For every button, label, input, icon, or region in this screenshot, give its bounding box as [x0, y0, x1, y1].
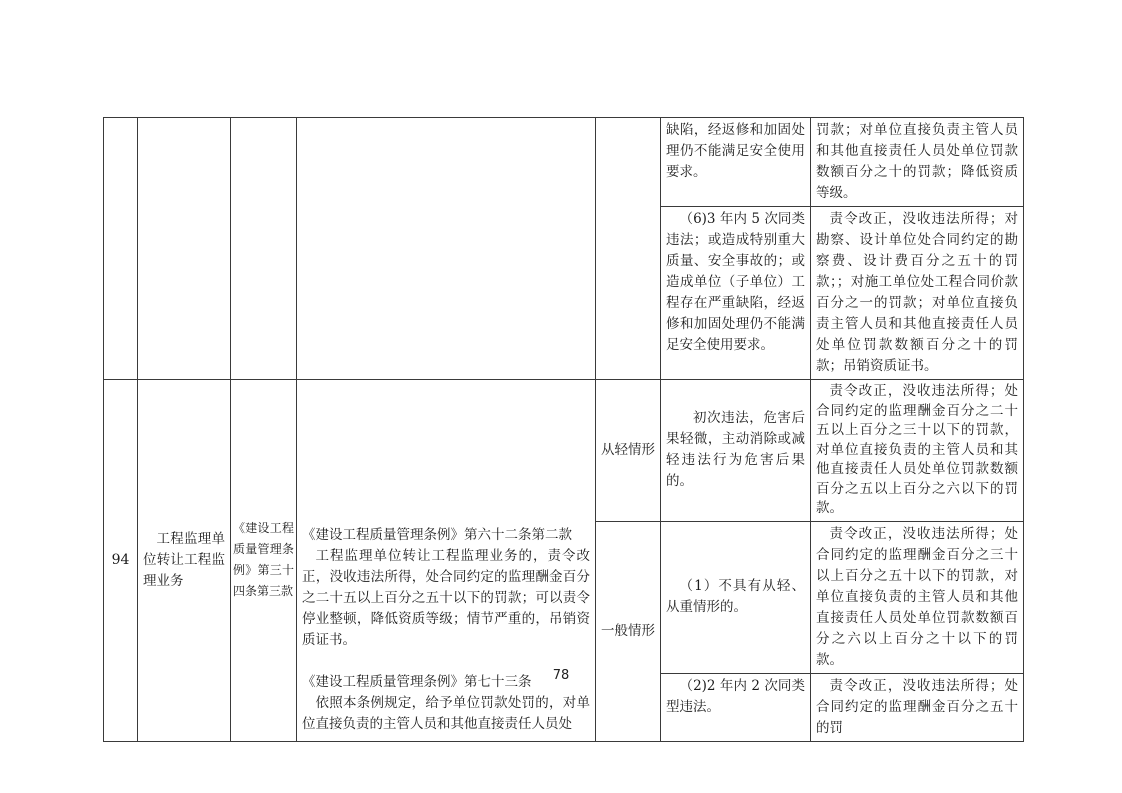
item-name-cell — [138, 380, 231, 742]
table-row — [104, 380, 1024, 522]
circumstance-type-cell-lenient: 从轻情形 — [596, 380, 661, 522]
serial-cell-empty — [104, 118, 138, 380]
table-row — [104, 118, 1024, 207]
circumstance-text: （2)2 年内 2 次同类型违法。 — [666, 677, 805, 715]
penalty-basis-cell-empty — [297, 118, 596, 380]
circumstance-cell — [661, 207, 811, 380]
page-number: 78 — [552, 668, 570, 683]
penalty-text: 责令改正，没收违法所得；对勘察、设计单位处合同约定的勘察费、设计费百分之五十的罚款；；对施工单位处工程合同价款百分之一的罚款；对单位直接负责主管人员和其他直接责任人员处单位罚款数额百分之十的罚款；吊销资质证书。 — [816, 211, 1018, 374]
legal-basis-text: 《建设工程质量管理条例》第三十四条第三款 — [233, 521, 294, 599]
circumstance-cell — [661, 521, 811, 673]
circumstance-cell — [661, 118, 811, 207]
serial-cell: 94 — [104, 380, 138, 742]
penalty-cell — [811, 118, 1024, 207]
legal-basis-cell — [231, 380, 297, 742]
penalty-basis-title-1: 《建设工程质量管理条例》第六十二条第二款 — [302, 526, 572, 543]
penalty-cell — [811, 521, 1024, 673]
penalty-cell — [811, 380, 1024, 522]
penalty-basis-cell — [297, 380, 596, 742]
penalty-cell — [811, 673, 1024, 741]
penalty-basis-title-2: 《建设工程质量管理条例》第七十三条 — [302, 673, 532, 690]
circumstance-cell — [661, 380, 811, 522]
circumstance-text: 缺陷，经返修和加固处理仍不能满足安全使用要求。 — [666, 122, 805, 180]
penalty-text: 责令改正，没收违法所得；处合同约定的监理酬金百分之五十的罚 — [816, 677, 1018, 736]
legal-basis-cell-empty — [231, 118, 297, 380]
penalty-table — [103, 117, 1024, 742]
item-name-cell-empty — [138, 118, 231, 380]
circumstance-text: 初次违法，危害后果轻微，主动消除或减轻违法行为危害后果的。 — [666, 410, 805, 490]
penalty-text: 罚款；对单位直接负责主管人员和其他直接责任人员处单位罚款数额百分之十的罚款；降低资质等级。 — [816, 122, 1018, 201]
penalty-cell — [811, 207, 1024, 380]
penalty-basis-body-1: 工程监理单位转让工程监理业务的，责令改正，没收违法所得，处合同约定的监理酬金百分之二十五以上百分之五十以下的罚款；可以责令停业整顿，降低资质等级；情节严重的，吊销资质证书。 — [302, 547, 590, 648]
item-name-text: 工程监理单位转让工程监理业务 — [143, 530, 225, 589]
circumstance-cell — [661, 673, 811, 741]
penalty-text: 责令改正，没收违法所得；处合同约定的监理酬金百分之三十以上百分之五十以下的罚款，对单位直接负责的主管人员和其他直接责任人员处单位罚款数额百分之六以上百分之十以下的罚款。 — [816, 525, 1018, 668]
circumstance-text: （6)3 年内 5 次同类违法；或造成特别重大质量、安全事故的；或造成单位（子单位）工程存在严重缺陷，经返修和加固处理仍不能满足安全使用要求。 — [666, 211, 805, 353]
penalty-text: 责令改正，没收违法所得；处合同约定的监理酬金百分之二十五以上百分之三十以下的罚款，对单位直接负责的主管人员和其他直接责任人员处单位罚款数额百分之五以上百分之六以下的罚款。 — [816, 383, 1018, 516]
circumstance-text: （1）不具有从轻、从重情形的。 — [666, 578, 805, 615]
penalty-basis-body-2: 依照本条例规定，给予单位罚款处罚的，对单位直接负责的主管人员和其他直接责任人员处 — [302, 694, 590, 732]
circumstance-type-cell-empty — [596, 118, 661, 380]
circumstance-type-cell-general: 一般情形 — [596, 521, 661, 741]
